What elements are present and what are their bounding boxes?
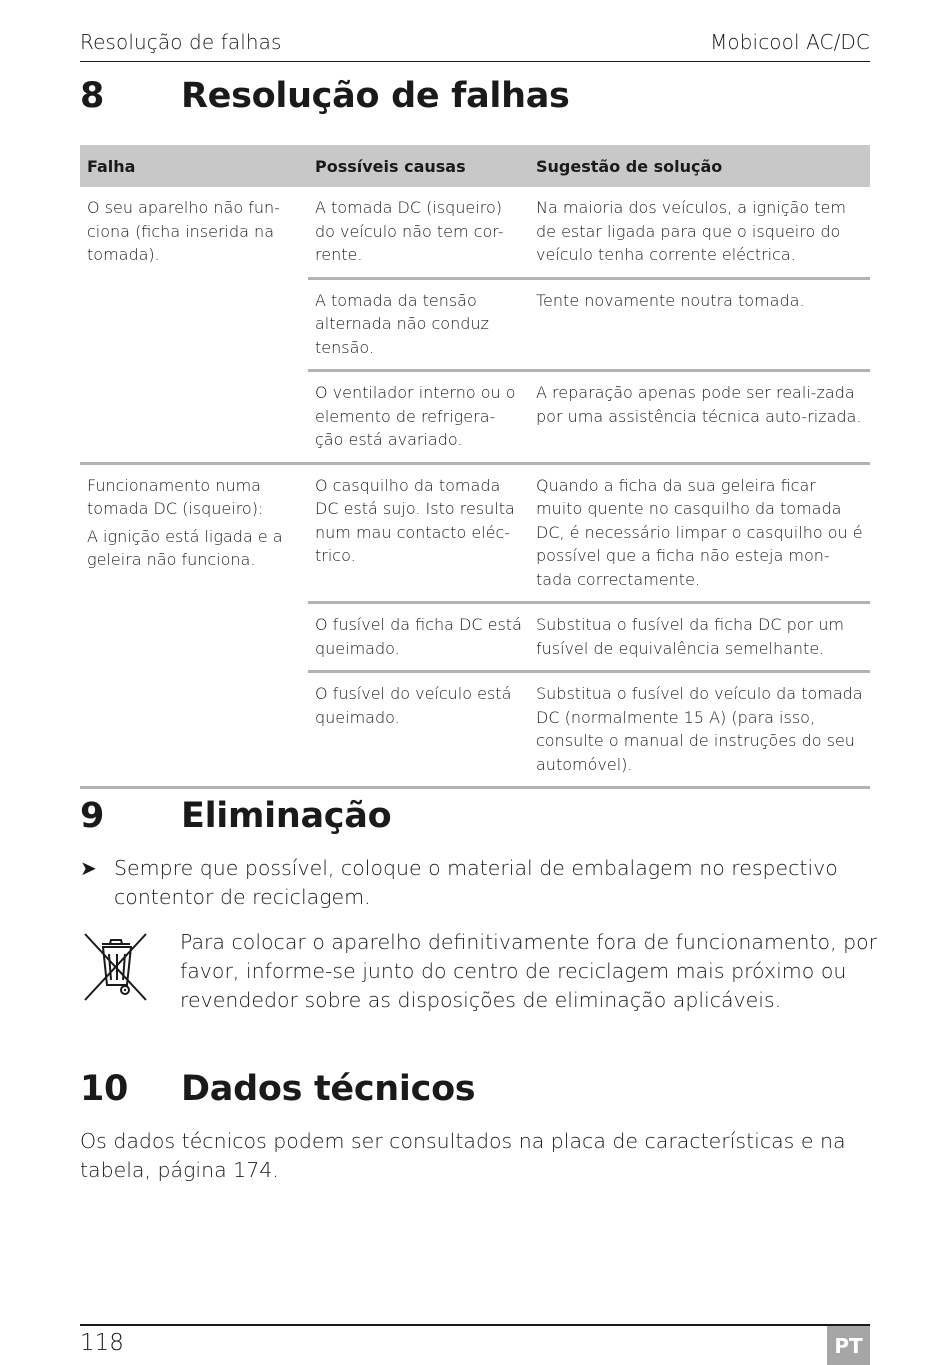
section-10-title: Dados técnicos xyxy=(181,1069,476,1109)
disposal-instructions: Para colocar o aparelho definitivamente fora de funcionamento, por favor, informe-se junto do centro de reciclagem mais próximo ou revendedor sobre as disposições de eliminação aplicáveis. xyxy=(180,930,878,1012)
header-product-name: Mobicool AC/DC xyxy=(710,30,870,54)
solution-cell: A reparação apenas pode ser reali-zada por uma assistência técnica auto-rizada. xyxy=(536,383,862,426)
cause-solution-rows xyxy=(308,187,870,462)
fault-text: A ignição está ligada e a geleira não funciona. xyxy=(87,526,283,569)
crossed-out-wheelie-bin-icon xyxy=(80,930,150,1004)
table-row xyxy=(308,673,870,786)
table-row xyxy=(308,280,870,373)
bullet-text: Sempre que possível, coloque o material de embalagem no respectivo contentor de reciclagem. xyxy=(114,856,838,909)
section-9-title: Eliminação xyxy=(181,796,392,836)
table-row xyxy=(308,604,870,673)
troubleshooting-table xyxy=(80,145,870,789)
fault-cell xyxy=(80,465,308,787)
table-row xyxy=(308,372,870,462)
section-9-number: 9 xyxy=(80,796,105,836)
table-row xyxy=(308,465,870,605)
solution-cell: Substitua o fusível do veículo da tomada DC (normalmente 15 A) (para isso, consulte o manual de instruções do seu automóvel). xyxy=(536,684,863,774)
header-fault: Falha xyxy=(87,156,136,176)
table-header xyxy=(80,145,870,187)
section-8-number: 8 xyxy=(80,76,105,116)
fault-text: O seu aparelho não fun-ciona (ficha inserida na tomada). xyxy=(87,198,280,264)
fault-cell xyxy=(80,187,308,462)
solution-cell: Quando a ficha da sua geleira ficar muito quente no casquilho da tomada DC, é necessário limpar o casquilho ou é possível que a ficha não esteja mon-tada correctamente. xyxy=(536,475,863,589)
fault-text: Funcionamento numa tomada DC (isqueiro): xyxy=(87,475,264,518)
header-solution: Sugestão de solução xyxy=(536,156,723,176)
header-causes: Possíveis causas xyxy=(315,156,466,176)
solution-cell: Substitua o fusível da ficha DC por um fusível de equivalência semelhante. xyxy=(536,615,844,658)
cause-cell: A tomada da tensão alternada não conduz tensão. xyxy=(315,290,489,357)
solution-cell: Tente novamente noutra tomada. xyxy=(536,290,805,310)
fault-group xyxy=(80,187,870,465)
cause-cell: O fusível da ficha DC está queimado. xyxy=(315,615,522,658)
language-badge: PT xyxy=(827,1326,870,1365)
header-chapter-title: Resolução de falhas xyxy=(80,30,282,54)
fault-group xyxy=(80,465,870,790)
technical-data-paragraph: Os dados técnicos podem ser consultados na placa de características e na tabela, página 174. xyxy=(80,1129,846,1182)
cause-solution-rows xyxy=(308,465,870,787)
cause-cell: O fusível do veículo está queimado. xyxy=(315,684,512,727)
running-header xyxy=(80,30,870,62)
section-10-number: 10 xyxy=(80,1069,129,1109)
arrow-bullet-icon: ➤ xyxy=(80,856,97,880)
cause-cell: O casquilho da tomada DC está sujo. Isto resulta num mau contacto eléc-trico. xyxy=(315,475,515,565)
section-8-title: Resolução de falhas xyxy=(181,76,570,116)
footer-divider xyxy=(80,1324,870,1326)
table-row xyxy=(308,187,870,280)
cause-cell: O ventilador interno ou o elemento de refrigera-ção está avariado. xyxy=(315,383,516,449)
solution-cell: Na maioria dos veículos, a ignição tem de estar ligada para que o isqueiro do veículo tenha corrente eléctrica. xyxy=(536,198,846,264)
page-number: 118 xyxy=(80,1330,124,1356)
cause-cell: A tomada DC (isqueiro) do veículo não tem cor-rente. xyxy=(315,198,504,264)
